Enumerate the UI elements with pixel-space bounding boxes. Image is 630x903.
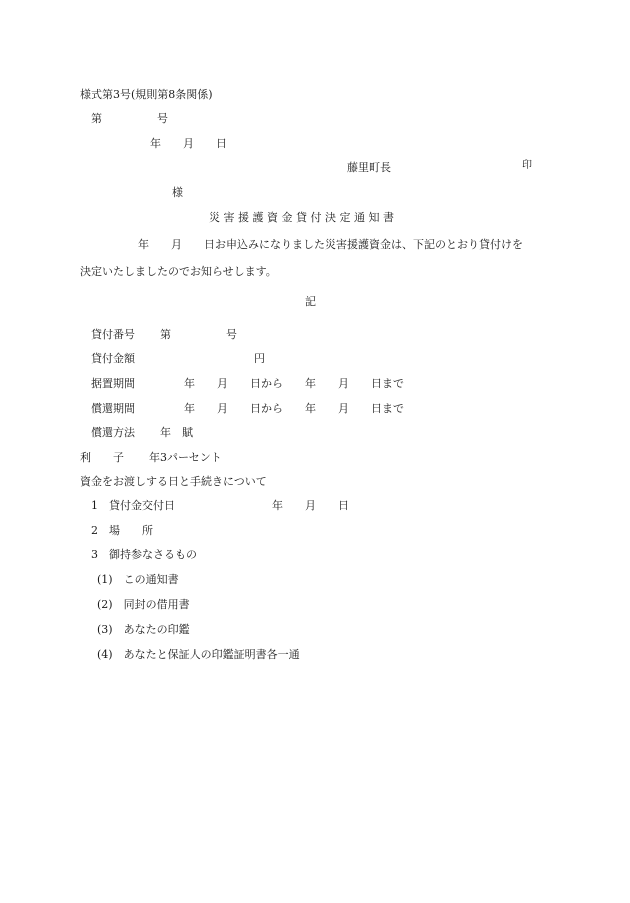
handover-heading: 資金をお渡しする日と手続きについて (80, 475, 267, 488)
loan-number-value: 第 号 (160, 328, 237, 341)
handover-sub-1: (1) この通知書 (97, 573, 179, 586)
form-title: 様式第3号(規則第8条関係) (80, 88, 213, 101)
handover-sub-4: (4) あなたと保証人の印鑑証明書各一通 (97, 648, 300, 661)
interest-value: 年3パーセント (149, 451, 222, 464)
seal-mark: 印 (522, 160, 532, 171)
handover-sub-3: (3) あなたの印鑑 (97, 623, 190, 636)
document-title: 災害援護資金貸付決定通知書 (209, 211, 398, 224)
repay-method-label: 償還方法 (91, 426, 135, 439)
loan-amount-label: 貸付金額 (91, 352, 135, 365)
grace-period-label: 据置期間 (91, 377, 135, 390)
issuer-name: 藤里町長 (347, 161, 391, 174)
repay-method-value: 年 賦 (160, 426, 193, 439)
intro-line-1: 年 月 日お申込みになりました災害援護資金は、下記のとおり貸付けを (138, 238, 523, 251)
ki-heading: 記 (305, 295, 316, 308)
handover-sub-2: (2) 同封の借用書 (97, 598, 190, 611)
repay-period-label: 償還期間 (91, 402, 135, 415)
loan-number-label: 貸付番号 (91, 328, 135, 341)
handover-item-1-date: 年 月 日 (272, 499, 349, 512)
date-line: 年 月 日 (150, 137, 227, 150)
interest-label: 利 子 (80, 451, 124, 464)
handover-item-3: 3 御持参なさるもの (91, 548, 197, 561)
handover-item-2: 2 場 所 (91, 524, 153, 537)
repay-period-value: 年 月 日から 年 月 日まで (184, 402, 404, 415)
grace-period-value: 年 月 日から 年 月 日まで (184, 377, 404, 390)
intro-line-2: 決定いたしましたのでお知らせします。 (80, 265, 277, 278)
number-line: 第 号 (91, 112, 168, 125)
addressee-suffix: 様 (172, 186, 183, 199)
loan-amount-unit: 円 (254, 352, 265, 365)
handover-item-1: 1 貸付金交付日 (91, 499, 175, 512)
